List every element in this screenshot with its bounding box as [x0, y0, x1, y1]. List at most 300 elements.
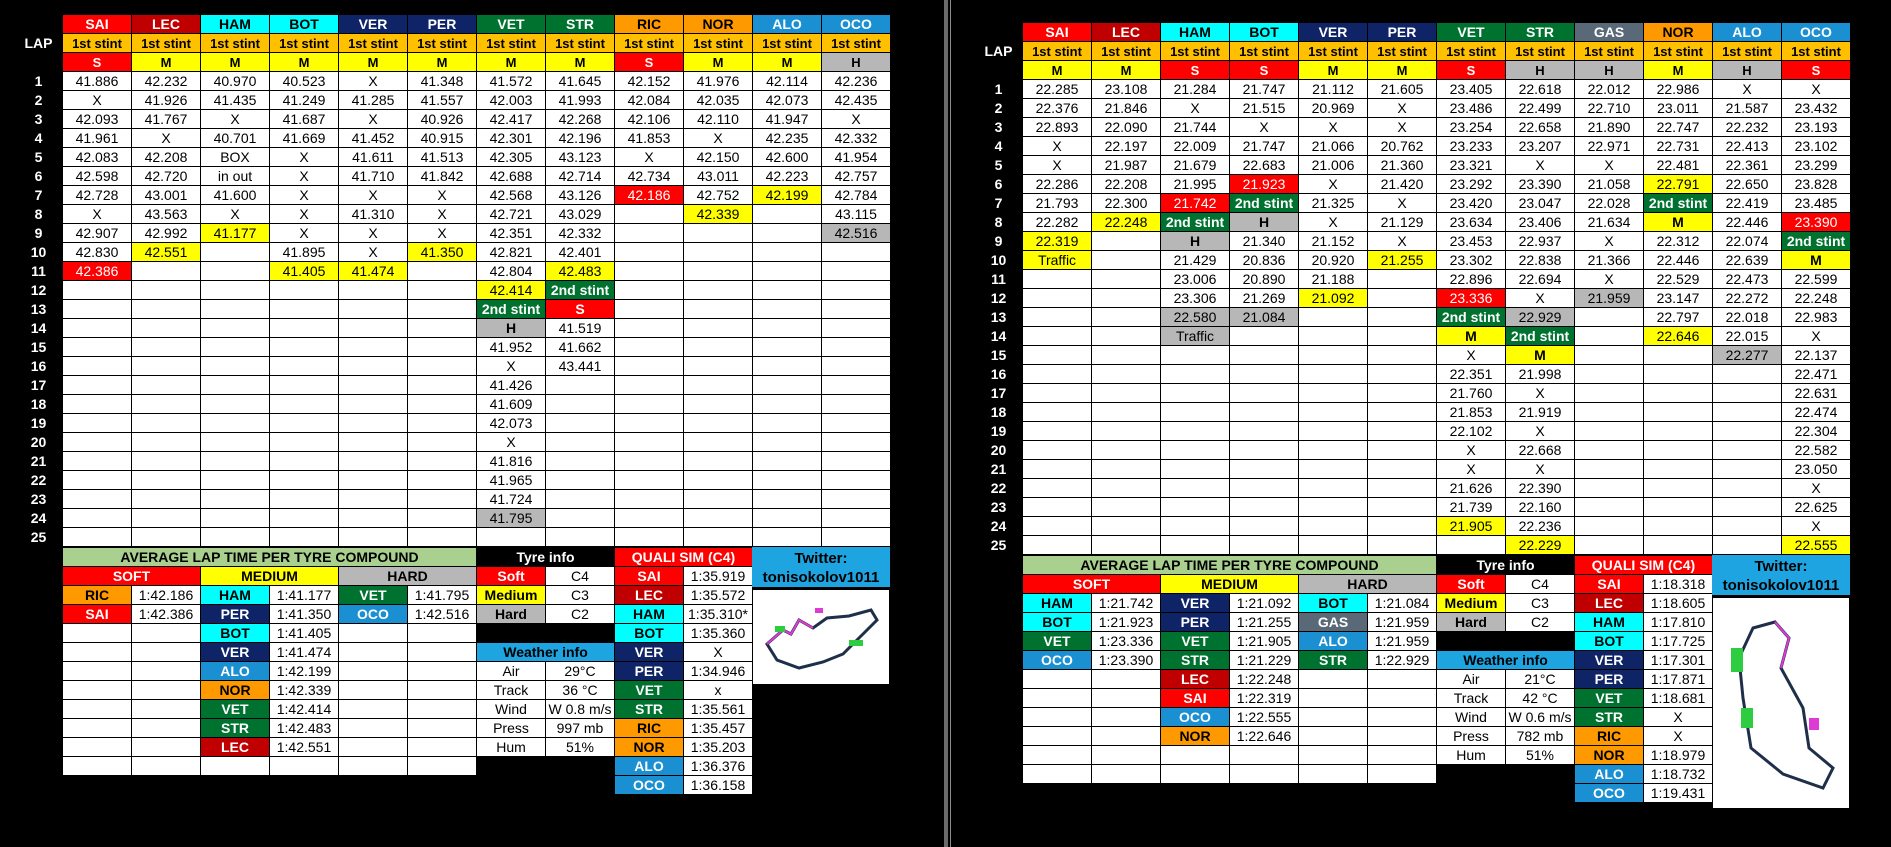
lap-time-cell: 22.471: [1782, 365, 1851, 384]
lap-time-cell: [339, 452, 408, 471]
lap-time-cell: [1644, 384, 1713, 403]
lap-time-cell: 22.090: [1092, 118, 1161, 137]
empty-cell: [339, 643, 408, 662]
lap-time-cell: [339, 338, 408, 357]
lap-time-cell: 42.720: [132, 167, 201, 186]
lap-time-cell: 21.360: [1368, 156, 1437, 175]
lap-time-cell: 23.420: [1437, 194, 1506, 213]
lap-time-cell: [1023, 308, 1092, 327]
lap-time-cell: 42.598: [63, 167, 132, 186]
quali-driver: VER: [615, 643, 684, 662]
twitter-label: Twitter:: [794, 550, 848, 567]
lap-time-cell: 41.993: [546, 91, 615, 110]
lap-time-cell: [1092, 517, 1161, 536]
lap-number: 14: [975, 327, 1023, 346]
lap-time-cell: X: [1782, 80, 1851, 99]
lap-time-cell: [684, 338, 753, 357]
lap-number: 25: [975, 536, 1023, 555]
lap-time-cell: 43.563: [132, 205, 201, 224]
lap-time-cell: 42.106: [615, 110, 684, 129]
lap-time-cell: [822, 281, 891, 300]
quali-driver: VET: [1575, 689, 1644, 708]
weather-label: Air: [1437, 670, 1506, 689]
track-map: [1712, 597, 1850, 809]
stint-label: 1st stint: [1230, 42, 1299, 61]
lap-time-cell: X: [1437, 441, 1506, 460]
lap-time-cell: 41.816: [477, 452, 546, 471]
quali-driver: LEC: [615, 586, 684, 605]
lap-time-cell: 22.074: [1713, 232, 1782, 251]
lap-time-cell: [1092, 403, 1161, 422]
lap-time-cell: Traffic: [1023, 251, 1092, 270]
empty-cell: [339, 719, 408, 738]
stint-label: 1st stint: [1092, 42, 1161, 61]
lap-time-cell: 20.762: [1368, 137, 1437, 156]
lap-time-cell: X: [339, 243, 408, 262]
lap-time-cell: X: [1368, 232, 1437, 251]
lap-number: 3: [15, 110, 63, 129]
quali-driver: SAI: [1575, 575, 1644, 594]
quali-time: 1:18.318: [1644, 575, 1713, 594]
lap-time-cell: 42.332: [822, 129, 891, 148]
lap-time-cell: [753, 205, 822, 224]
lap-time-cell: X: [1161, 99, 1230, 118]
lap-number: 22: [975, 479, 1023, 498]
empty-cell: [63, 624, 132, 643]
lap-number: 21: [15, 452, 63, 471]
empty-cell: [1023, 689, 1092, 708]
driver-header-str: STR: [546, 15, 615, 34]
lap-time-cell: 42.821: [477, 243, 546, 262]
lap-time-cell: [1092, 460, 1161, 479]
lap-time-cell: 43.441: [546, 357, 615, 376]
lap-time-cell: [753, 528, 822, 547]
lap-time-cell: [1299, 346, 1368, 365]
lap-time-cell: 41.348: [408, 72, 477, 91]
lap-time-cell: [270, 414, 339, 433]
lap-time-cell: 23.050: [1782, 460, 1851, 479]
lap-time-cell: X: [408, 205, 477, 224]
lap-time-cell: [1575, 384, 1644, 403]
lap-time-cell: [1644, 365, 1713, 384]
lap-time-cell: 21.995: [1161, 175, 1230, 194]
lap-time-cell: [753, 490, 822, 509]
panel-divider-line: [950, 0, 951, 847]
weather-label: Track: [477, 681, 546, 700]
lap-time-cell: X: [1506, 460, 1575, 479]
lap-time-cell: 41.954: [822, 148, 891, 167]
track-outline-icon: [1713, 598, 1849, 808]
empty-cell: [408, 624, 477, 643]
lap-time-cell: 42.003: [477, 91, 546, 110]
tyre-compound: M: [339, 53, 408, 72]
lap-time-cell: [63, 357, 132, 376]
quali-sim-table: [614, 547, 753, 795]
lap-time-cell: M: [1437, 327, 1506, 346]
empty-cell: [1161, 746, 1230, 765]
lap-time-cell: [1092, 422, 1161, 441]
lap-time-cell: M: [1782, 251, 1851, 270]
quali-driver: BOT: [1575, 632, 1644, 651]
lap-time-cell: [132, 433, 201, 452]
lap-time-cell: H: [477, 319, 546, 338]
avg-driver: VET: [1023, 632, 1092, 651]
lap-time-cell: 42.714: [546, 167, 615, 186]
lap-time-cell: 22.474: [1782, 403, 1851, 422]
lap-time-cell: [408, 471, 477, 490]
quali-time: 1:18.681: [1644, 689, 1713, 708]
empty-cell: [408, 719, 477, 738]
avg-time: 1:42.483: [270, 719, 339, 738]
lap-time-cell: 41.961: [63, 129, 132, 148]
lap-time-cell: [1368, 479, 1437, 498]
lap-time-cell: 21.959: [1575, 289, 1644, 308]
avg-row: [63, 681, 477, 700]
lap-time-cell: [1575, 327, 1644, 346]
lap-number: 24: [15, 509, 63, 528]
lap-time-cell: X: [615, 148, 684, 167]
lap-time-cell: 41.952: [477, 338, 546, 357]
lap-time-cell: 42.757: [822, 167, 891, 186]
quali-driver: OCO: [1575, 784, 1644, 803]
lap-time-cell: X: [1299, 175, 1368, 194]
lap-time-cell: 21.742: [1161, 194, 1230, 213]
lap-time-cell: 21.420: [1368, 175, 1437, 194]
lap-time-cell: X: [63, 205, 132, 224]
lap-time-cell: [201, 262, 270, 281]
lap-number: 7: [15, 186, 63, 205]
lap-time-cell: [1161, 460, 1230, 479]
lap-time-cell: [63, 433, 132, 452]
lap-time-cell: [615, 433, 684, 452]
lap-time-cell: X: [339, 72, 408, 91]
lap-time-cell: 42.110: [684, 110, 753, 129]
lap-time-cell: 21.366: [1575, 251, 1644, 270]
lap-time-cell: 22.929: [1506, 308, 1575, 327]
weather-value: W 0.8 m/s: [546, 700, 615, 719]
lap-time-cell: [270, 433, 339, 452]
spacer: [1437, 632, 1575, 651]
lap-number: 12: [975, 289, 1023, 308]
lap-number: 25: [15, 528, 63, 547]
driver-header-per: PER: [1368, 23, 1437, 42]
lap-time-cell: 41.474: [339, 262, 408, 281]
lap-time-cell: 23.299: [1782, 156, 1851, 175]
lap-time-cell: S: [546, 300, 615, 319]
lap-time-cell: 23.336: [1437, 289, 1506, 308]
lap-row: [975, 137, 1851, 156]
lap-time-cell: 42.551: [132, 243, 201, 262]
soft-header: SOFT: [63, 567, 201, 586]
lap-time-cell: [1230, 403, 1299, 422]
lap-time-cell: 22.413: [1713, 137, 1782, 156]
soft-header: SOFT: [1023, 575, 1161, 594]
avg-time: 1:42.339: [270, 681, 339, 700]
empty-cell: [1230, 746, 1299, 765]
lap-time-cell: [339, 376, 408, 395]
lap-time-cell: X: [1230, 118, 1299, 137]
lap-time-cell: [1230, 365, 1299, 384]
empty-cell: [1368, 746, 1437, 765]
lap-number: 6: [15, 167, 63, 186]
avg-row: [63, 624, 477, 643]
lap-time-cell: [1368, 270, 1437, 289]
lap-time-cell: [1023, 498, 1092, 517]
tyre-name: Soft: [477, 567, 546, 586]
lap-time-cell: [201, 376, 270, 395]
lap-time-cell: 42.150: [684, 148, 753, 167]
lap-time-cell: [753, 452, 822, 471]
lap-time-cell: 2nd stint: [546, 281, 615, 300]
lap-time-cell: [201, 395, 270, 414]
lap-time-cell: [1644, 422, 1713, 441]
lap-time-cell: 22.971: [1575, 137, 1644, 156]
lap-number: 12: [15, 281, 63, 300]
lap-time-cell: [822, 414, 891, 433]
lap-time-cell: [1368, 289, 1437, 308]
lap-time-cell: [201, 319, 270, 338]
empty-cell: [1023, 727, 1092, 746]
lap-time-cell: [201, 357, 270, 376]
lap-time-cell: [63, 376, 132, 395]
lap-time-cell: [615, 395, 684, 414]
avg-time: 1:21.092: [1230, 594, 1299, 613]
lap-header: LAP: [975, 23, 1023, 80]
lap-time-cell: 41.285: [339, 91, 408, 110]
quali-driver: RIC: [1575, 727, 1644, 746]
lap-time-cell: [339, 319, 408, 338]
lap-time-cell: [1368, 365, 1437, 384]
lap-time-cell: [822, 357, 891, 376]
lap-time-cell: [132, 509, 201, 528]
tyre-compound: S: [1437, 61, 1506, 80]
avg-row: [63, 643, 477, 662]
lap-time-cell: 42.186: [615, 186, 684, 205]
lap-time-cell: [408, 338, 477, 357]
lap-time-cell: [408, 414, 477, 433]
driver-header-oco: OCO: [822, 15, 891, 34]
lap-number: 23: [975, 498, 1023, 517]
tyre-spec: C2: [546, 605, 615, 624]
weather-label: Press: [477, 719, 546, 738]
lap-time-cell: X: [477, 433, 546, 452]
lap-time-cell: 41.895: [270, 243, 339, 262]
lap-time-cell: 42.386: [63, 262, 132, 281]
lap-time-cell: 21.066: [1299, 137, 1368, 156]
weather-label: Air: [477, 662, 546, 681]
lap-time-cell: [132, 338, 201, 357]
lap-number: 2: [15, 91, 63, 110]
lap-time-cell: 22.160: [1506, 498, 1575, 517]
laptime-table-right: [974, 22, 1851, 555]
lap-time-cell: [1575, 536, 1644, 555]
empty-cell: [1368, 727, 1437, 746]
lap-time-cell: X: [822, 110, 891, 129]
lap-number: 16: [975, 365, 1023, 384]
lap-time-cell: X: [1782, 327, 1851, 346]
lap-time-cell: 42.223: [753, 167, 822, 186]
lap-time-cell: X: [201, 110, 270, 129]
empty-cell: [339, 624, 408, 643]
lap-time-cell: [615, 490, 684, 509]
lap-time-cell: [270, 319, 339, 338]
lap-time-cell: 22.009: [1161, 137, 1230, 156]
driver-header-ric: RIC: [615, 15, 684, 34]
lap-time-cell: X: [1575, 156, 1644, 175]
weather-title: Weather info: [477, 643, 615, 662]
lap-time-cell: [615, 262, 684, 281]
lap-time-cell: [1299, 536, 1368, 555]
lap-time-cell: 23.011: [1644, 99, 1713, 118]
lap-time-cell: [63, 338, 132, 357]
empty-cell: [408, 662, 477, 681]
lap-number: 7: [975, 194, 1023, 213]
lap-time-cell: [822, 338, 891, 357]
lap-time-cell: 41.926: [132, 91, 201, 110]
lap-time-cell: 21.058: [1575, 175, 1644, 194]
driver-header-vet: VET: [1437, 23, 1506, 42]
lap-row: [15, 186, 891, 205]
lap-time-cell: [339, 395, 408, 414]
quali-driver: VET: [615, 681, 684, 700]
lap-time-cell: [1230, 384, 1299, 403]
lap-time-cell: 21.515: [1230, 99, 1299, 118]
avg-time: 1:22.929: [1368, 651, 1437, 670]
lap-time-cell: 21.739: [1437, 498, 1506, 517]
lap-time-cell: X: [477, 357, 546, 376]
empty-cell: [1368, 765, 1437, 784]
lap-time-cell: 41.611: [339, 148, 408, 167]
lap-time-cell: [339, 471, 408, 490]
empty-cell: [408, 681, 477, 700]
driver-header-gas: GAS: [1575, 23, 1644, 42]
lap-time-cell: [546, 376, 615, 395]
twitter-box: [1712, 555, 1850, 595]
tyre-compound: M: [408, 53, 477, 72]
lap-time-cell: 43.123: [546, 148, 615, 167]
lap-time-cell: 22.986: [1644, 80, 1713, 99]
lap-time-cell: X: [1368, 194, 1437, 213]
lap-time-cell: 21.129: [1368, 213, 1437, 232]
lap-number: 21: [975, 460, 1023, 479]
twitter-handle[interactable]: tonisokolov1011: [762, 569, 880, 586]
lap-time-cell: [408, 319, 477, 338]
tyre-name: Soft: [1437, 575, 1506, 594]
twitter-handle[interactable]: tonisokolov1011: [1722, 577, 1840, 594]
lap-time-cell: 22.300: [1092, 194, 1161, 213]
quali-time: 1:19.431: [1644, 784, 1713, 803]
lap-row: [15, 148, 891, 167]
empty-cell: [1023, 708, 1092, 727]
lap-time-cell: 21.112: [1299, 80, 1368, 99]
weather-label: Track: [1437, 689, 1506, 708]
lap-time-cell: X: [1299, 118, 1368, 137]
lap-time-cell: Traffic: [1161, 327, 1230, 346]
lap-time-cell: 22.446: [1713, 213, 1782, 232]
lap-time-cell: 22.286: [1023, 175, 1092, 194]
avg-time: 1:41.177: [270, 586, 339, 605]
lap-time-cell: 43.115: [822, 205, 891, 224]
quali-time: 1:18.732: [1644, 765, 1713, 784]
avg-compound-table: [1022, 555, 1437, 784]
lap-time-cell: [201, 414, 270, 433]
lap-time-cell: [1023, 479, 1092, 498]
lap-time-cell: 41.350: [408, 243, 477, 262]
lap-row: [975, 517, 1851, 536]
weather-title: Weather info: [1437, 651, 1575, 670]
lap-row: [15, 205, 891, 224]
lap-time-cell: 22.272: [1713, 289, 1782, 308]
left-panel: [14, 14, 916, 793]
lap-time-cell: [684, 433, 753, 452]
lap-time-cell: [1161, 365, 1230, 384]
lap-time-cell: 42.907: [63, 224, 132, 243]
lap-time-cell: [63, 281, 132, 300]
lap-time-cell: 41.452: [339, 129, 408, 148]
lap-time-cell: 21.626: [1437, 479, 1506, 498]
lap-time-cell: X: [408, 224, 477, 243]
lap-time-cell: [615, 281, 684, 300]
lap-time-cell: [408, 395, 477, 414]
empty-cell: [339, 738, 408, 757]
lap-time-cell: [753, 338, 822, 357]
lap-time-cell: [339, 528, 408, 547]
lap-time-cell: [1299, 327, 1368, 346]
lap-time-cell: 21.269: [1230, 289, 1299, 308]
lap-time-cell: [1713, 536, 1782, 555]
lap-time-cell: 22.446: [1644, 251, 1713, 270]
lap-time-cell: [753, 281, 822, 300]
lap-time-cell: [132, 319, 201, 338]
medium-header: MEDIUM: [201, 567, 339, 586]
lap-time-cell: [1368, 327, 1437, 346]
quali-time: 1:35.457: [684, 719, 753, 738]
lap-time-cell: [1299, 460, 1368, 479]
lap-time-cell: [615, 414, 684, 433]
quali-time: 1:18.605: [1644, 594, 1713, 613]
lap-time-cell: X: [1023, 156, 1092, 175]
lap-time-cell: 42.728: [63, 186, 132, 205]
lap-time-cell: [408, 300, 477, 319]
lap-time-cell: 22.277: [1713, 346, 1782, 365]
weather-label: Hum: [1437, 746, 1506, 765]
lap-time-cell: [822, 471, 891, 490]
lap-time-cell: [1299, 308, 1368, 327]
lap-time-cell: 43.011: [684, 167, 753, 186]
lap-time-cell: [684, 300, 753, 319]
tyre-name: Medium: [1437, 594, 1506, 613]
lap-time-cell: [339, 509, 408, 528]
lap-time-cell: 23.102: [1782, 137, 1851, 156]
empty-cell: [408, 700, 477, 719]
quali-driver: LEC: [1575, 594, 1644, 613]
lap-time-cell: 23.207: [1506, 137, 1575, 156]
lap-time-cell: [753, 224, 822, 243]
lap-number: 5: [15, 148, 63, 167]
tyre-compound: S: [1161, 61, 1230, 80]
empty-cell: [63, 700, 132, 719]
lap-row: [975, 270, 1851, 289]
avg-row: [1023, 765, 1437, 784]
avg-time: 1:21.959: [1368, 613, 1437, 632]
lap-time-cell: X: [1506, 289, 1575, 308]
tyre-compound: H: [1713, 61, 1782, 80]
lap-time-cell: 21.092: [1299, 289, 1368, 308]
right-panel: [974, 22, 1876, 801]
lap-row: [975, 327, 1851, 346]
avg-time: 1:22.555: [1230, 708, 1299, 727]
avg-time: 1:22.646: [1230, 727, 1299, 746]
